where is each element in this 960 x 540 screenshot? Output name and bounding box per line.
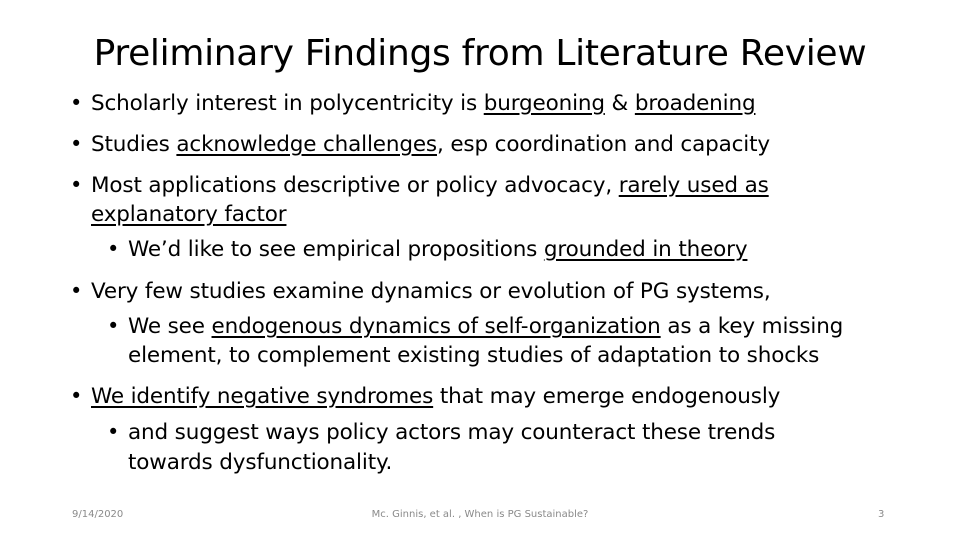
bullet-1: Scholarly interest in polycentricity is burgeoning & broadening: [91, 91, 756, 116]
bullet-5: We identify negative syndromes that may emerge endogenously: [91, 384, 781, 409]
footer-citation: Mc. Ginnis, et al. , When is PG Sustainable?: [371, 509, 589, 520]
bullet-marker: •: [70, 132, 83, 156]
bullet-4: Very few studies examine dynamics or evolution of PG systems,: [91, 279, 771, 304]
sub-bullet-marker: •: [107, 420, 120, 444]
sub-bullet-3a: We’d like to see empirical propositions grounded in theory: [128, 237, 748, 262]
bullet-3-continuation: explanatory factor: [91, 202, 287, 227]
sub-bullet-5a: and suggest ways policy actors may counteract these trends: [128, 420, 776, 445]
bullet-marker: •: [70, 384, 83, 408]
footer-date: 9/14/2020: [72, 509, 124, 520]
bullet-marker: •: [70, 279, 83, 303]
sub-bullet-4a-continuation: element, to complement existing studies of adaptation to shocks: [128, 343, 820, 368]
bullet-2: Studies acknowledge challenges, esp coordination and capacity: [91, 132, 770, 157]
bullet-marker: •: [70, 91, 83, 115]
bullet-marker: •: [70, 173, 83, 197]
sub-bullet-marker: •: [107, 314, 120, 338]
sub-bullet-4a: We see endogenous dynamics of self-organization as a key missing: [128, 314, 844, 339]
footer-page-number: 3: [878, 509, 885, 520]
sub-bullet-5a-continuation: towards dysfunctionality.: [128, 450, 393, 475]
sub-bullet-marker: •: [107, 237, 120, 261]
bullet-3: Most applications descriptive or policy advocacy, rarely used as: [91, 173, 769, 198]
slide-title: Preliminary Findings from Literature Review: [93, 33, 867, 74]
